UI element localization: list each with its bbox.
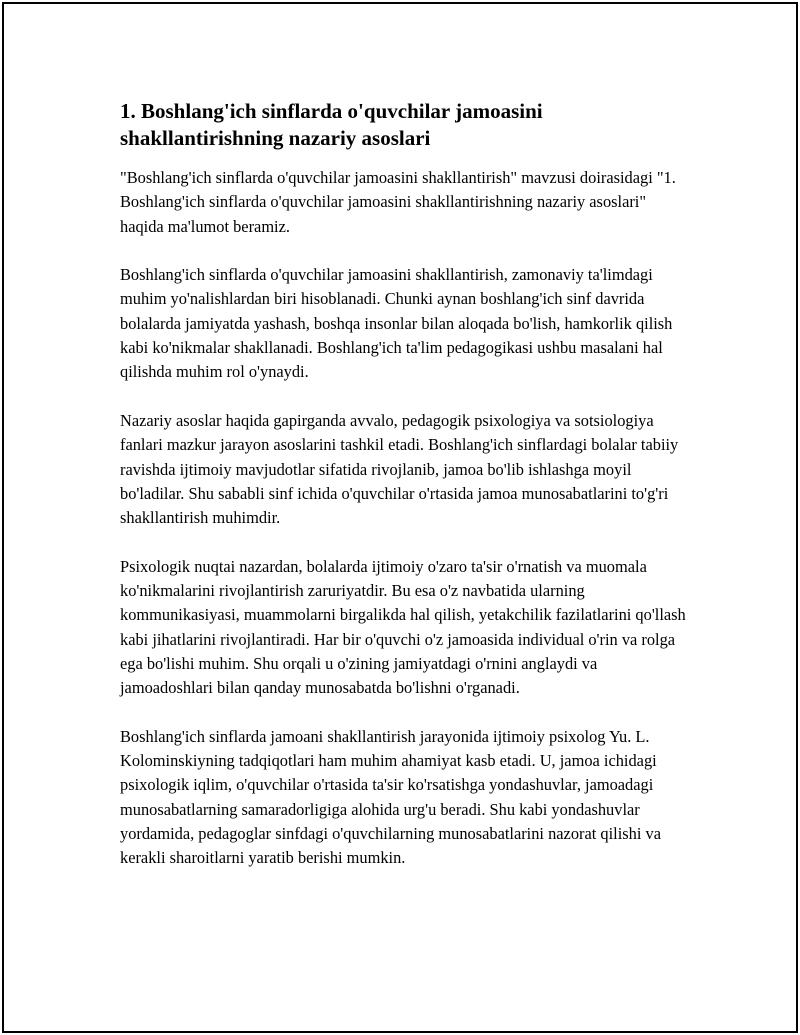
paragraph-importance: Boshlang'ich sinflarda o'quvchilar jamoasini shakllantirish, zamonaviy ta'limdagi muhim yo'nalishlardan biri hisoblanadi. Chunki aynan boshlang'ich sinf davrida bolalarda jamiyatda yashash, boshqa insonlar bilan aloqada bo'lish, hamkorlik qilish kabi ko'nikmalar shakllanadi. Boshlang'ich ta'lim pedagogikasi ushbu masalani hal qilishda muhim rol o'ynaydi.: [120, 265, 673, 382]
paragraph-intro: "Boshlang'ich sinflarda o'quvchilar jamoasini shakllantirish" mavzusi doirasidagi "1. Boshlang'ich sinflarda o'quvchilar jamoasini shakllantirishning nazariy asoslari" haqida ma'lumot beramiz.: [120, 168, 676, 236]
document-body: [120, 98, 690, 895]
paragraph-theory: Nazariy asoslar haqida gapirganda avvalo, pedagogik psixologiya va sotsiologiya fanlari mazkur jarayon asoslarini tashkil etadi. Boshlang'ich sinflardagi bolalar tabiiy ravishda ijtimoiy mavjudotlar sifatida rivojlanib, jamoa bo'lib ishlashga moyil bo'ladilar. Shu sababli sinf ichida o'quvchilar o'rtasida jamoa munosabatlarini to'g'ri shakllantirish muhimdir.: [120, 410, 679, 528]
paragraph-kolominsky: Boshlang'ich sinflarda jamoani shakllantirish jarayonida ijtimoiy psixolog Yu. L. Kolominskiyning tadqiqotlari ham muhim ahamiyat kasb etadi. U, jamoa ichidagi psixologik iqlim, o'quvchilar o'rtasida ta'sir ko'rsatishga yondashuvlar, jamoadagi munosabatlarning samaradorligiga alohida urg'u beradi. Shu kabi yondashuvlar yordamida, pedagoglar sinfdagi o'quvchilarning munosabatlarini nazorat qilishi va kerakli sharoitlarni yaratib berishi mumkin.: [120, 726, 661, 868]
paragraph-psychology: Psixologik nuqtai nazardan, bolalarda ijtimoiy o'zaro ta'sir o'rnatish va muomala ko'nikmalarini rivojlantirish zaruriyatdir. Bu esa o'z navbatida ularning kommunikasiyasi, muammolarni birgalikda hal qilish, yetakchilik fazilatlarini qo'llash kabi jihatlarini rivojlantiradi. Har bir o'quvchi o'z jamoasida individual o'rin va rolga ega bo'lishi muhim. Shu orqali u o'zining jamiyatdagi o'rnini anglaydi va jamoadoshlari bilan qanday munosabatda bo'lishni o'rganadi.: [120, 556, 686, 698]
page-frame: [2, 2, 798, 1033]
document-title: 1. Boshlang'ich sinflarda o'quvchilar jamoasini shakllantirishning nazariy asoslari: [120, 99, 543, 150]
